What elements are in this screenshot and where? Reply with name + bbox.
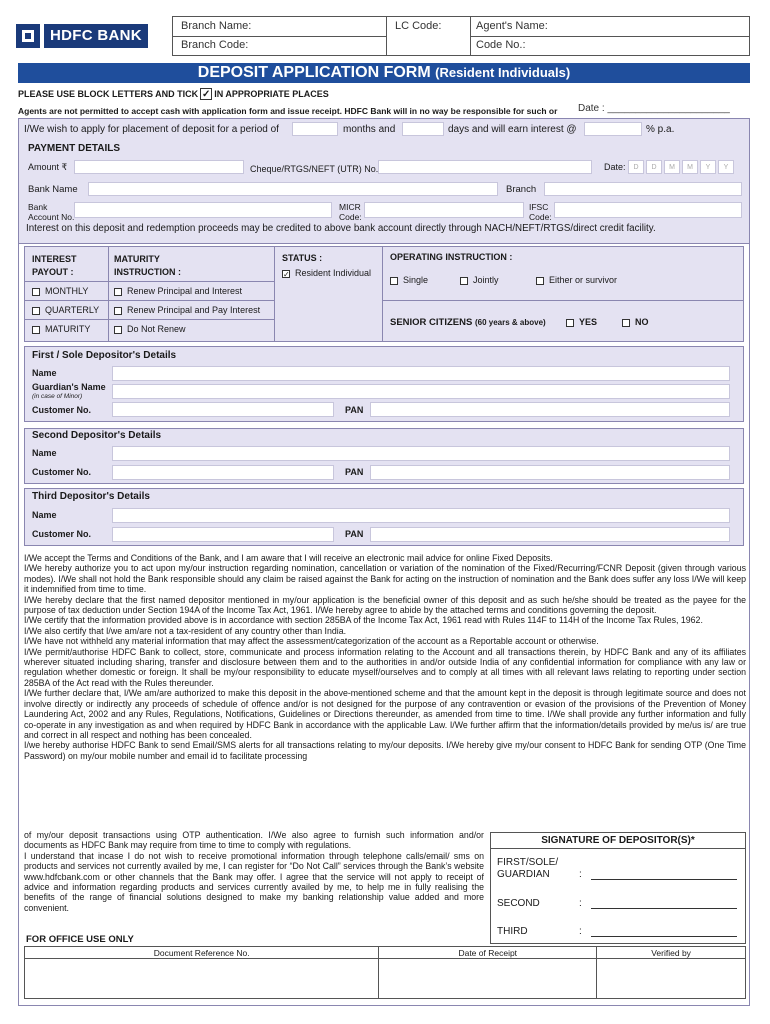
declaration-item: of my/our deposit transactions using OTP authentication. I/We also agree to furnish such information and/or documents as HDFC Bank may require from time to time to comply with regulations. xyxy=(24,830,484,851)
payout-quarterly[interactable]: QUARTERLY xyxy=(32,305,99,315)
second-pan-label: PAN xyxy=(345,467,364,477)
checkbox-icon[interactable] xyxy=(114,326,122,334)
first-name-input[interactable] xyxy=(112,366,730,381)
third-customer-no-input[interactable] xyxy=(112,527,334,542)
signature-first-label: FIRST/SOLE/ GUARDIAN xyxy=(497,857,559,880)
credit-note: Interest on this deposit and redemption proceeds may be credited to above bank account directly through NACH/NEFT/RTGS/direct credit facility. xyxy=(26,223,656,234)
maturity-do-not-renew[interactable]: Do Not Renew xyxy=(114,324,186,334)
guardian-name-input[interactable] xyxy=(112,384,730,399)
declaration-item: I/we hereby authorise HDFC Bank to send Email/SMS alerts for all transactions relating to my/our deposits. I/We hereby give my/our consent to HDFC Bank for sending OTP (One Time Password) on my/our mobile number and email id to facilitate processing xyxy=(24,740,746,761)
branch-input[interactable] xyxy=(544,182,742,196)
second-customer-no-label: Customer No. xyxy=(32,467,92,477)
date-cell[interactable]: Y xyxy=(700,160,716,174)
status-header: STATUS : xyxy=(282,253,323,263)
first-pan-label: PAN xyxy=(345,405,364,415)
micr-label: MICR Code: xyxy=(339,202,362,222)
senior-no[interactable]: NO xyxy=(622,317,649,327)
second-depositor-header: Second Depositor's Details xyxy=(32,430,162,441)
interest-rate-input[interactable] xyxy=(584,122,642,136)
declaration-item: I/We further declare that, I/We am/are authorized to make this deposit in the above-mentioned scheme and that the amount kept in the deposit is through legitimate source and does not involve directly or indirectly any proceeds of schedule of offence and/or is not designed for the purpose of any contravention or evasion of the provisions of the Prevention of Money Laundering Act, 2002 and any Rules, Regulations, Notifications, Guidelines or Directions thereunder, as amended from time to time. I/We shall provide any further information and fully co-operate in any investigation as and when required by HDFC Bank in accordance with the applicable Law. I/We further affirm that the information/details provided by me/us is/ are true and correct in all respect and nothing has been concealed. xyxy=(24,688,746,740)
operating-single[interactable]: Single xyxy=(390,275,428,285)
first-depositor-header: First / Sole Depositor's Details xyxy=(32,350,177,361)
declarations xyxy=(24,553,746,761)
payment-details-header: PAYMENT DETAILS xyxy=(28,143,121,154)
days-label: days and will earn interest @ xyxy=(448,124,577,135)
date-cell[interactable]: D xyxy=(646,160,662,174)
agents-note: Agents are not permitted to accept cash with application form and issue receipt. HDFC Bank will in no way be responsible for such or xyxy=(18,106,558,116)
payout-monthly[interactable]: MONTHLY xyxy=(32,286,88,296)
signature-third-line[interactable] xyxy=(591,936,737,937)
hdfc-logo xyxy=(16,24,160,48)
checkbox-icon[interactable] xyxy=(114,307,122,315)
checkbox-icon[interactable] xyxy=(460,277,468,285)
checkbox-icon[interactable] xyxy=(566,319,574,327)
declaration-item: I/We hereby declare that the first named depositor mentioned in my/our application is the beneficial owner of this deposit and as such he/she should be treated as the payee for the purpose of tax deduction under Section 194A of the Income Tax Act, 1961. I/We hereby agree to abide by the attached terms and conditions governing the deposit. xyxy=(24,594,746,616)
period-prefix: I/We wish to apply for placement of deposit for a period of xyxy=(24,124,279,135)
branch-code-label[interactable]: Branch Code: xyxy=(181,39,249,51)
declaration-item: I/We have not withheld any material information that may affect the assessment/categorization of the account as a Reportable account or otherwise. xyxy=(24,636,599,647)
first-pan-input[interactable] xyxy=(370,402,730,417)
declaration-item: I/We permit/authorise HDFC Bank to collect, store, communicate and process information relating to the Account and all transactions therein, by HDFC Bank and any of its affiliates wherever situated including sharing, transfer and disclosure between them and to the authorities in and/or outside India of any confidential information for compliance with any law or regulation whether domestic or foreign. It shall be my/our responsibility to educate myself/ourselves and to comply at all times with all relevant laws relating to reporting under section 285BA of the Act read with the Rules thereunder. xyxy=(24,646,746,688)
date-cell[interactable]: M xyxy=(682,160,698,174)
date-cell[interactable]: Y xyxy=(718,160,734,174)
branch-label: Branch xyxy=(506,184,537,195)
declaration-item: I/We hereby authorize you to act upon my/our instruction regarding nomination, cancellation or variation of the nomination of the Fixed/Recurring/FCNR Deposit (given through various modes). I/We shall not hold the Bank responsible should any claim be raised against the Bank for acting on the instruction of nomination and the Bank does suffer any loss I/We will keep it indemnified from time to time. xyxy=(24,563,746,595)
declaration-item: I/We also certify that I/we am/are not a tax-resident of any country other than India. xyxy=(24,625,347,636)
office-col-doc-ref: Document Reference No. xyxy=(25,947,379,959)
payout-maturity[interactable]: MATURITY xyxy=(32,324,90,334)
office-col-date-receipt: Date of Receipt xyxy=(379,947,597,959)
guardian-note: (in case of Minor) xyxy=(32,393,83,400)
declaration-item: I/We certify that the information provided above is in accordance with section 285BA of the Income Tax Act, 1961 read with Rules 114F to 114H of the Income Tax Rules, 1962. xyxy=(24,615,703,626)
maturity-instruction-header: MATURITY INSTRUCTION : xyxy=(114,254,181,277)
third-pan-input[interactable] xyxy=(370,527,730,542)
operating-either-survivor[interactable]: Either or survivor xyxy=(536,275,617,285)
checkbox-icon[interactable] xyxy=(390,277,398,285)
office-use-table xyxy=(24,946,746,999)
signature-header: SIGNATURE OF DEPOSITOR(S)* xyxy=(491,833,745,849)
office-date-receipt-cell[interactable] xyxy=(379,959,597,999)
form-title xyxy=(18,63,750,83)
declaration-item: I/We accept the Terms and Conditions of the Bank, and I am aware that I will receive an electronic mail advice for online Fixed Deposits. xyxy=(24,553,553,563)
first-customer-no-input[interactable] xyxy=(112,402,334,417)
agent-name-label[interactable]: Agent's Name: xyxy=(476,20,548,32)
checkbox-icon[interactable] xyxy=(32,288,40,296)
operating-instruction-header: OPERATING INSTRUCTION : xyxy=(390,252,513,262)
third-customer-no-label: Customer No. xyxy=(32,529,92,539)
office-col-verified-by: Verified by xyxy=(597,947,746,959)
status-resident-individual[interactable]: ✓ Resident Individual xyxy=(283,268,372,279)
cheque-input[interactable] xyxy=(378,160,592,174)
bank-name-input[interactable] xyxy=(88,182,498,196)
operating-jointly[interactable]: Jointly xyxy=(460,275,499,285)
signature-second-line[interactable] xyxy=(591,908,737,909)
ifsc-label: IFSC Code: xyxy=(529,202,552,222)
tick-icon: ✓ xyxy=(201,89,211,100)
guardian-name-label: Guardian's Name xyxy=(32,382,106,392)
lc-code-label[interactable]: LC Code: xyxy=(395,20,442,32)
first-name-label: Name xyxy=(32,368,57,378)
maturity-renew-both[interactable]: Renew Principal and Interest xyxy=(114,286,242,296)
branch-name-label[interactable]: Branch Name: xyxy=(181,20,252,32)
checkbox-icon[interactable] xyxy=(32,307,40,315)
interest-payout-header: INTEREST PAYOUT : xyxy=(32,254,77,277)
declaration-item: I understand that incase I do not wish to receive promotional information through telephone calls/email/ sms on products and services not currently availed by me, I can register for “Do Not Call” services through the Bank’s website www.hdfcbank.com or other channels that the Bank may offer. I agree that the service will not apply to receipt of advice and information regarding products and services currently availed by me, to help me in fully realising the benefits of the range of financial solutions designed to make my banking relationship value added and more convenient. xyxy=(24,850,484,913)
signature-third-label: THIRD xyxy=(497,926,528,937)
third-name-input[interactable] xyxy=(112,508,730,523)
form-title-main: DEPOSIT APPLICATION FORM xyxy=(197,64,431,81)
maturity-renew-principal[interactable]: Renew Principal and Pay Interest xyxy=(114,305,260,315)
office-use-header: FOR OFFICE USE ONLY xyxy=(26,934,134,945)
amount-label: Amount ₹ xyxy=(28,162,68,172)
amount-input[interactable] xyxy=(74,160,244,174)
months-label: months and xyxy=(343,124,396,135)
bank-account-input[interactable] xyxy=(74,202,332,218)
second-customer-no-input[interactable] xyxy=(112,465,334,480)
months-input[interactable] xyxy=(292,122,338,136)
payment-date-label: Date: xyxy=(604,162,626,172)
second-name-input[interactable] xyxy=(112,446,730,461)
bank-account-label: Bank Account No. xyxy=(28,202,75,222)
hdfc-logo-icon xyxy=(16,24,40,48)
third-pan-label: PAN xyxy=(345,529,364,539)
pa-label: % p.a. xyxy=(646,124,675,135)
ifsc-input[interactable] xyxy=(554,202,742,218)
date-cell[interactable]: M xyxy=(664,160,680,174)
checkbox-icon[interactable] xyxy=(32,326,40,334)
checkbox-icon[interactable] xyxy=(536,277,544,285)
bank-name-label: Bank Name xyxy=(28,184,78,195)
bank-name: HDFC BANK xyxy=(44,24,148,48)
cheque-label: Cheque/RTGS/NEFT (UTR) No. xyxy=(250,164,379,174)
signature-first-line[interactable] xyxy=(591,879,737,880)
declarations-tail xyxy=(24,830,484,913)
days-input[interactable] xyxy=(402,122,444,136)
third-name-label: Name xyxy=(32,510,57,520)
date-field[interactable]: Date : ______________________ xyxy=(578,103,730,114)
first-customer-no-label: Customer No. xyxy=(32,405,92,415)
senior-citizens-row: SENIOR CITIZENS (60 years & above) xyxy=(390,317,546,328)
date-cell[interactable]: D xyxy=(628,160,644,174)
signature-second-label: SECOND xyxy=(497,898,540,909)
senior-yes[interactable]: YES xyxy=(566,317,597,327)
office-doc-ref-cell[interactable] xyxy=(25,959,379,999)
micr-input[interactable] xyxy=(364,202,524,218)
second-pan-input[interactable] xyxy=(370,465,730,480)
checkbox-icon[interactable] xyxy=(114,288,122,296)
branch-info-box xyxy=(172,16,750,56)
checked-box-icon[interactable]: ✓ xyxy=(283,269,290,279)
second-name-label: Name xyxy=(32,448,57,458)
code-no-label[interactable]: Code No.: xyxy=(476,39,526,51)
signature-box: SIGNATURE OF DEPOSITOR(S)* FIRST/SOLE/ GUARDIAN : SECOND : THIRD : xyxy=(490,832,746,944)
office-verified-by-cell[interactable] xyxy=(597,959,746,999)
third-depositor-header: Third Depositor's Details xyxy=(32,491,150,502)
form-title-sub: (Resident Individuals) xyxy=(435,65,571,80)
checkbox-icon[interactable] xyxy=(622,319,630,327)
block-letters-instruction: PLEASE USE BLOCK LETTERS AND TICK ✓ IN APPROPRIATE PLACES xyxy=(18,89,329,100)
payment-date-cells[interactable] xyxy=(628,160,734,174)
